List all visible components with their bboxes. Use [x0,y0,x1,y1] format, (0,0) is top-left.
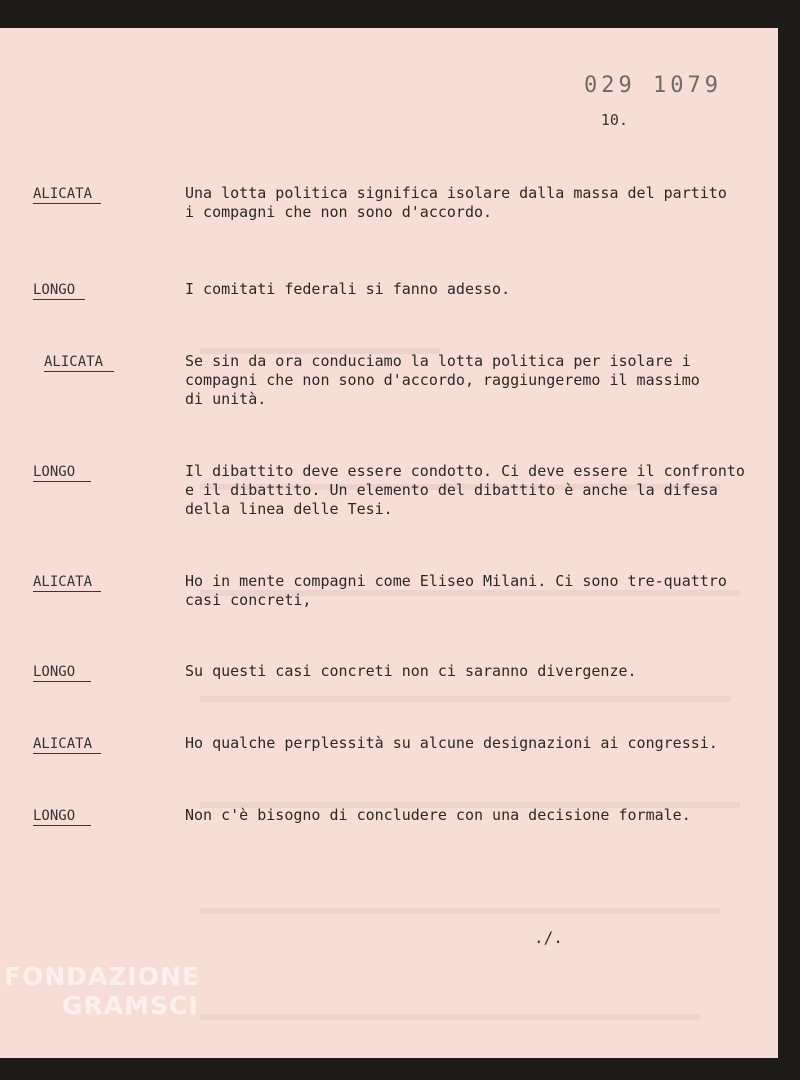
speech-text: I comitati federali si fanno adesso. [185,280,511,298]
speaker-underline [33,203,101,204]
speaker-label [33,808,91,826]
speaker-underline [33,753,101,754]
speaker-underline [33,481,91,482]
document-page [0,28,778,1058]
speaker-label [33,574,101,592]
speaker-underline [33,681,91,682]
speaker-label [33,282,85,300]
watermark-line-1: FONDAZIONE [4,962,201,991]
speech-text: Non c'è bisogno di concludere con una decisione formale. [185,806,691,824]
speaker-name: LONGO [33,282,76,298]
speaker-name: LONGO [33,464,76,480]
speech-text: Su questi casi concreti non ci saranno divergenze. [185,662,637,680]
speaker-label [44,354,114,372]
speaker-name: ALICATA [33,736,93,752]
speaker-name: LONGO [33,808,76,824]
speaker-underline [33,299,85,300]
speaker-underline [33,825,91,826]
speaker-label [33,736,101,754]
archive-stamp-number: 029 1079 [584,73,722,98]
speaker-label [33,464,91,482]
page-number: 10. [600,111,628,129]
speaker-name: ALICATA [33,186,93,202]
speaker-underline [33,591,101,592]
speaker-name: LONGO [33,664,76,680]
speaker-name: ALICATA [44,354,104,370]
speech-text: Ho qualche perplessità su alcune designazioni ai congressi. [185,734,718,752]
continuation-mark: ./. [534,928,563,947]
speaker-label [33,186,101,204]
speaker-underline [44,371,114,372]
speech-text: Ho in mente compagni come Eliseo Milani. Ci sono tre-quattro casi concreti, [185,572,727,609]
speaker-label [33,664,91,682]
archive-watermark [4,962,214,1020]
speech-text: Il dibattito deve essere condotto. Ci deve essere il confronto e il dibattito. Un elemento del dibattito è anche la difesa della linea delle Tesi. [185,462,745,518]
speech-text: Se sin da ora conduciamo la lotta politica per isolare i compagni che non sono d'accordo, raggiungeremo il massimo di unità. [185,352,700,408]
speech-text: Una lotta politica significa isolare dalla massa del partito i compagni che non sono d'accordo. [185,184,727,221]
speaker-name: ALICATA [33,574,93,590]
watermark-line-2: GRAMSCI [62,991,199,1020]
